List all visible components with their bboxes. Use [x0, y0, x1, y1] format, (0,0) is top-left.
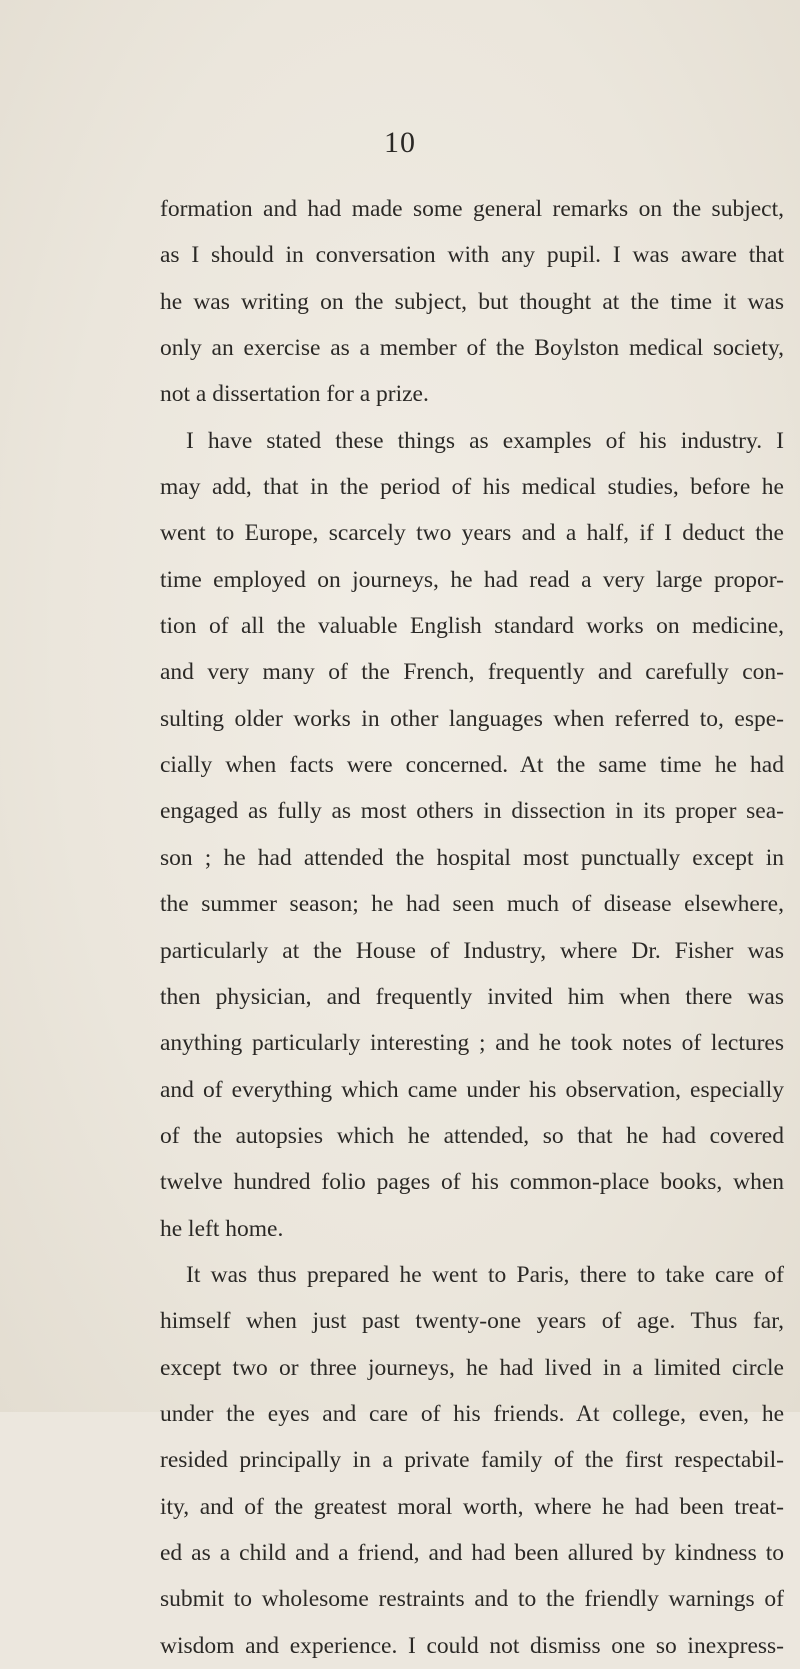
- text-line: only an exercise as a member of the Boylston medical society,: [160, 335, 784, 362]
- text-line: formation and had made some general remarks on the subject,: [160, 196, 784, 222]
- text-line: may add, that in the period of his medical studies, before he: [160, 474, 784, 501]
- text-line: wisdom and experience. I could not dismiss one so inexpress-: [160, 1632, 784, 1659]
- text-line: twelve hundred folio pages of his common-place books, when: [160, 1169, 784, 1196]
- text-line: of the autopsies which he attended, so that he had covered: [160, 1122, 784, 1149]
- body-text: [160, 186, 784, 1669]
- text-line: himself when just past twenty-one years of age. Thus far,: [160, 1308, 784, 1335]
- text-line: ed as a child and a friend, and had been allured by kindness to: [160, 1539, 784, 1566]
- text-line: time employed on journeys, he had read a very large propor-: [160, 566, 784, 593]
- text-line: I have stated these things as examples of his industry. I: [186, 427, 784, 454]
- text-line: he was writing on the subject, but thought at the time it was: [160, 288, 784, 315]
- text-line: not a dissertation for a prize.: [160, 381, 429, 408]
- text-line: and very many of the French, frequently and carefully con-: [160, 659, 784, 686]
- text-line: cially when facts were concerned. At the same time he had: [160, 752, 784, 779]
- text-line: as I should in conversation with any pupil. I was aware that: [160, 242, 784, 269]
- text-line: under the eyes and care of his friends. At college, even, he: [160, 1400, 784, 1427]
- page-number: 10: [384, 126, 416, 159]
- text-line: anything particularly interesting ; and he took notes of lectures: [160, 1030, 784, 1057]
- text-line: It was thus prepared he went to Paris, there to take care of: [186, 1261, 784, 1288]
- text-line: son ; he had attended the hospital most punctually except in: [160, 844, 784, 871]
- text-line: resided principally in a private family of the first respectabil-: [160, 1447, 784, 1474]
- text-line: tion of all the valuable English standard works on medicine,: [160, 613, 784, 640]
- text-line: engaged as fully as most others in dissection in its proper sea-: [160, 798, 784, 825]
- text-line: sulting older works in other languages when referred to, espe-: [160, 705, 784, 732]
- text-line: went to Europe, scarcely two years and a half, if I deduct the: [160, 520, 784, 547]
- text-line: then physician, and frequently invited him when there was: [160, 983, 784, 1010]
- text-line: he left home.: [160, 1215, 284, 1242]
- text-line: ity, and of the greatest moral worth, where he had been treat-: [160, 1493, 784, 1520]
- text-line: except two or three journeys, he had lived in a limited circle: [160, 1354, 784, 1381]
- text-line: the summer season; he had seen much of disease elsewhere,: [160, 891, 784, 918]
- text-line: particularly at the House of Industry, where Dr. Fisher was: [160, 937, 784, 964]
- text-line: submit to wholesome restraints and to the friendly warnings of: [160, 1586, 784, 1613]
- text-line: and of everything which came under his observation, especially: [160, 1076, 784, 1103]
